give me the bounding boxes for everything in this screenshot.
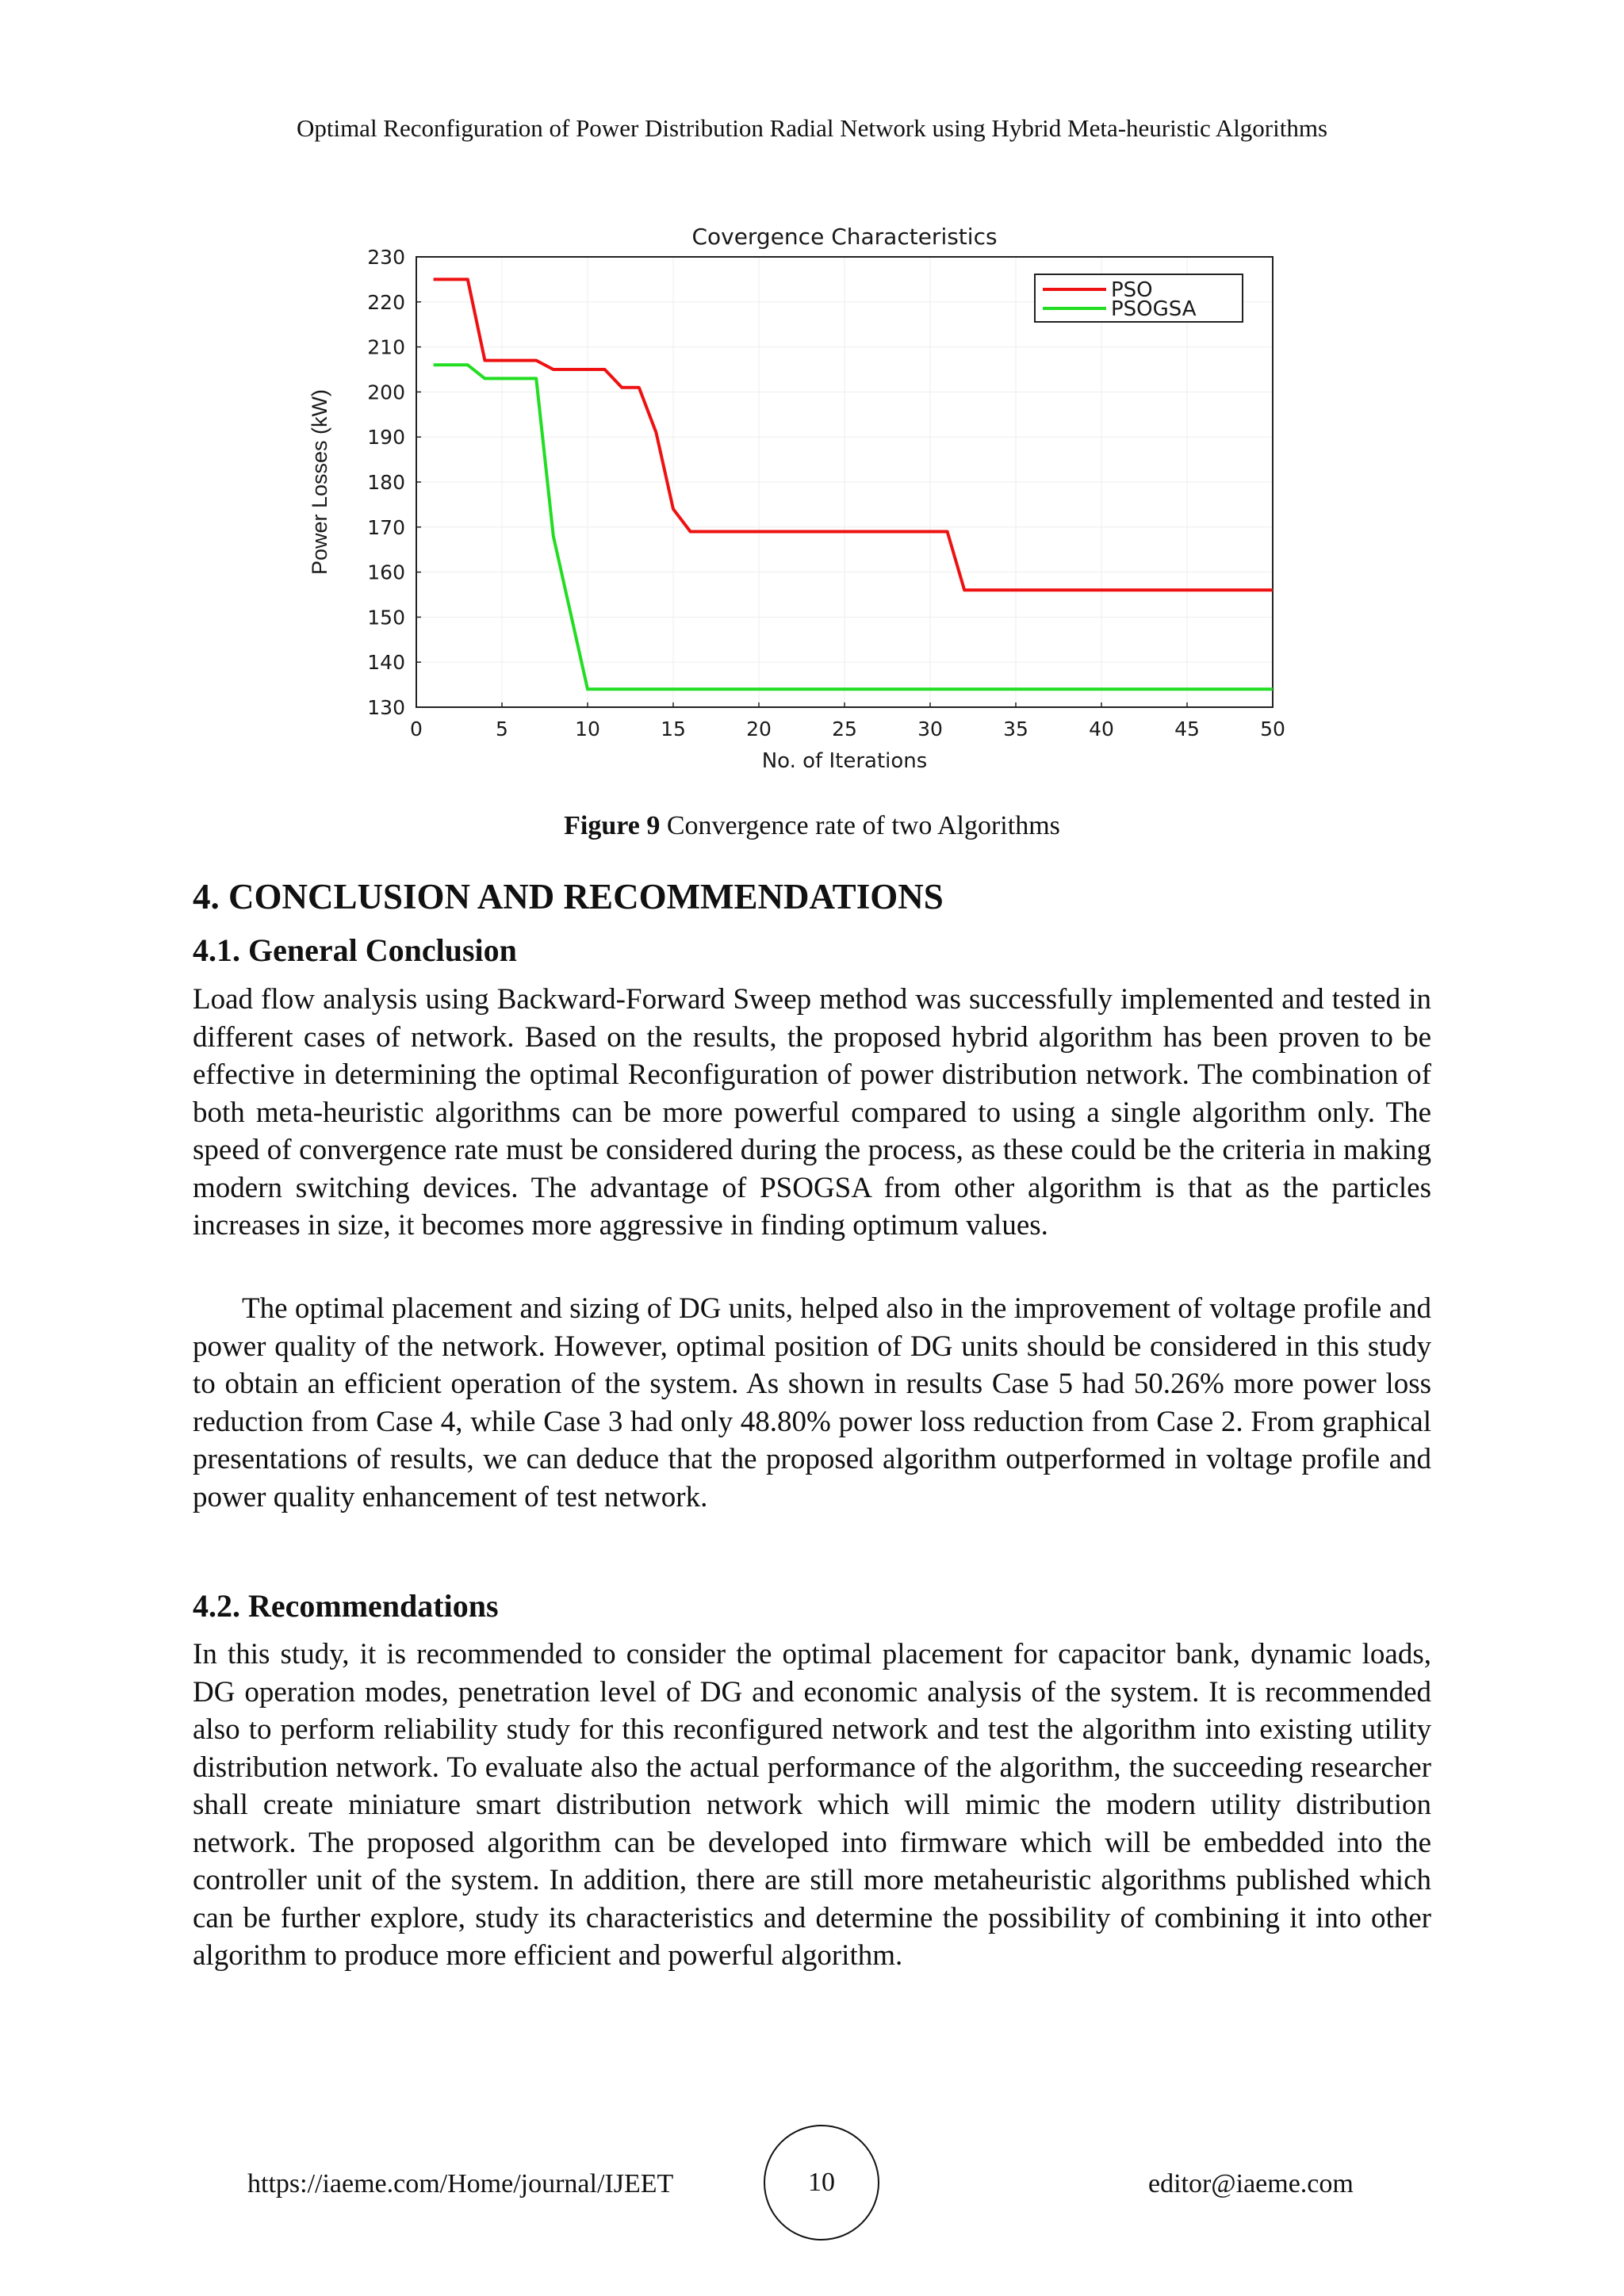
y-tick-label: 210: [367, 335, 405, 359]
x-tick-label: 25: [832, 718, 857, 740]
footer-url[interactable]: https://iaeme.com/Home/journal/IJEET: [247, 2169, 674, 2198]
x-tick-label: 35: [1003, 718, 1028, 740]
y-tick-label: 230: [367, 246, 405, 269]
conclusion-paragraph-1: Load flow analysis using Backward-Forward Sweep method was successfully implemented and tested in different cases of network. Based on the results, the proposed hybrid algorithm has been proven to be effective in determining the optimal Reconfiguration of power distribution network. The combination of both meta-heuristic algorithms can be more powerful compared to using a single algorithm only. The speed of convergence rate must be considered during the process, as these could be the criteria in making modern switching devices. The advantage of PSOGSA from other algorithm is that as the particles increases in size, it becomes more aggressive in finding optimum values.: [193, 983, 1431, 1242]
y-axis-label: Power Losses (kW): [308, 388, 331, 576]
y-tick-label: 220: [367, 290, 405, 314]
figure-caption-text: Convergence rate of two Algorithms: [666, 811, 1060, 840]
x-tick-label: 40: [1089, 718, 1114, 740]
x-tick-label: 20: [746, 718, 772, 740]
y-tick-label: 200: [367, 381, 405, 404]
section-4-2-title: 4.2. Recommendations: [193, 1588, 499, 1624]
section-4-1-title: 4.1. General Conclusion: [193, 932, 517, 968]
y-tick-label: 180: [367, 471, 405, 494]
conclusion-paragraph-2: The optimal placement and sizing of DG units, helped also in the improvement of voltage profile and power quality of the network. However, optimal position of DG units should be considered in this study to obtain an efficient operation of the system. As shown in results Case 5 had 50.26% more power loss reduction from Case 4, while Case 3 had only 48.80% power loss reduction from Case 2. From graphical presentations of results, we can deduce that the proposed algorithm outperformed in voltage profile and power quality enhancement of test network.: [193, 1292, 1431, 1513]
x-tick-label: 5: [496, 718, 508, 740]
legend-label-pso: PSO: [1111, 278, 1153, 302]
y-tick-label: 170: [367, 515, 405, 539]
x-tick-label: 50: [1260, 718, 1285, 740]
y-tick-label: 150: [367, 606, 405, 629]
x-tick-label: 45: [1174, 718, 1200, 740]
y-tick-label: 190: [367, 426, 405, 450]
x-tick-label: 0: [410, 718, 423, 740]
chart-title: Covergence Characteristics: [691, 224, 998, 250]
chart-svg: [293, 208, 1300, 788]
figure-caption: [0, 811, 1624, 841]
y-tick-label: 140: [367, 651, 405, 675]
running-header: Optimal Reconfiguration of Power Distribution Radial Network using Hybrid Meta-heuristic Algorithms: [296, 114, 1328, 142]
figure-label: Figure 9: [564, 811, 661, 840]
series-line-pso: [434, 279, 1273, 590]
footer-email[interactable]: editor@iaeme.com: [1148, 2169, 1354, 2198]
page-number: 10: [764, 2125, 879, 2241]
recommendations-paragraph: In this study, it is recommended to consider the optimal placement for capacitor bank, dynamic loads, DG operation modes, penetration level of DG and economic analysis of the system. It is recommended also to perform reliability study for this reconfigured network and test the algorithm into existing utility distribution network. To evaluate also the actual performance of the algorithm, the succeeding researcher shall create miniature smart distribution network which will mimic the modern utility distribution network. The proposed algorithm can be developed into firmware which will be embedded into the controller unit of the system. In addition, there are still more metaheuristic algorithms published which can be further explore, study its characteristics and determine the possibility of combining it into other algorithm to produce more efficient and powerful algorithm.: [193, 1638, 1431, 1972]
x-axis-label: No. of Iterations: [761, 749, 928, 773]
x-tick-label: 10: [575, 718, 600, 740]
convergence-chart: [293, 208, 1300, 788]
x-tick-label: 30: [917, 718, 943, 740]
y-tick-label: 130: [367, 696, 405, 719]
x-tick-label: 15: [661, 718, 686, 740]
section-4-title: 4. CONCLUSION AND RECOMMENDATIONS: [193, 877, 944, 916]
legend-label-psogsa: PSOGSA: [1111, 297, 1197, 321]
y-tick-label: 160: [367, 561, 405, 584]
